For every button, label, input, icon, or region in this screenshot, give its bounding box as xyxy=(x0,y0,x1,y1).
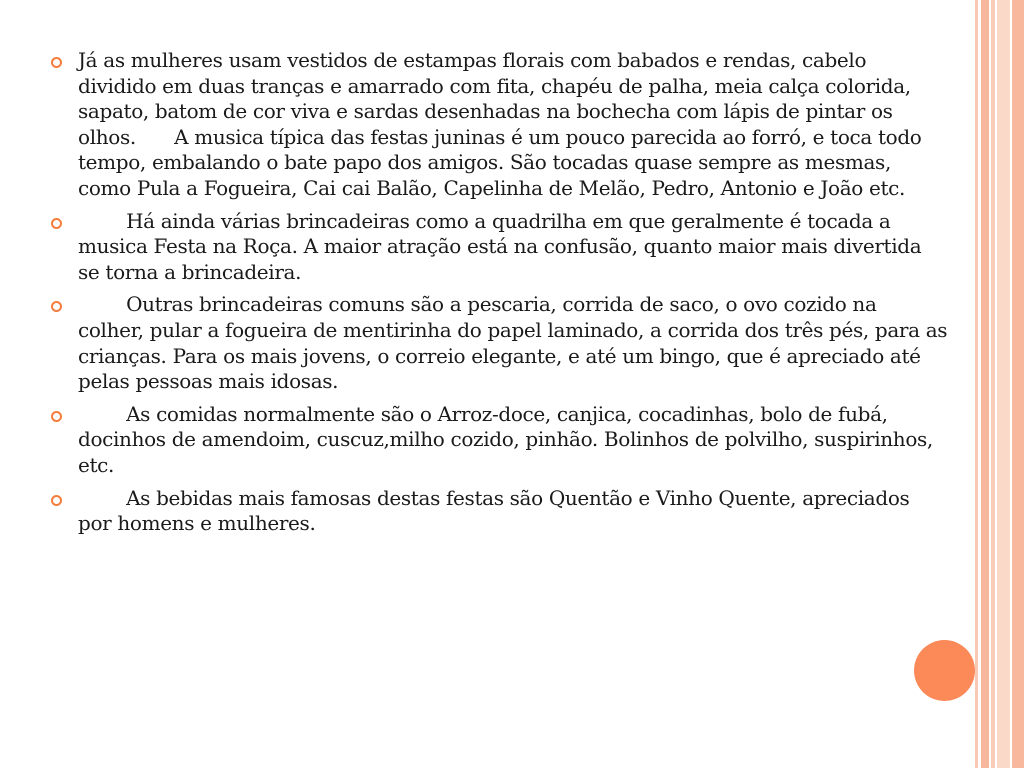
bullet-text: Há ainda várias brincadeiras como a quadrilha em que geralmente é tocada a musica Festa na Roça. A maior atração está na confusão, quanto maior mais divertida se torna a brincadeira. xyxy=(78,208,928,284)
slide-content xyxy=(48,48,954,544)
bullet-list xyxy=(48,48,954,537)
hollow-circle-bullet-icon xyxy=(51,57,62,68)
decorative-stripe xyxy=(1012,0,1024,768)
hollow-circle-bullet-icon xyxy=(51,411,62,422)
bullet-text: As bebidas mais famosas destas festas são Quentão e Vinho Quente, apreciados por homens e mulheres. xyxy=(78,485,916,536)
bullet-item xyxy=(48,402,948,479)
bullet-item xyxy=(48,48,948,202)
bullet-text: Já as mulheres usam vestidos de estampas florais com babados e rendas, cabelo dividido em duas tranças e amarrado com fita, chapéu de palha, meia calça colorida, sapato, batom de cor viva e sardas desenhadas na bochecha com lápis de pintar os olhos. A musica típica das festas juninas é um pouco parecida ao forró, e toca todo tempo, embalando o bate papo dos amigos. São tocadas quase sempre as mesmas, como Pula a Fogueira, Cai cai Balão, Capelinha de Melão, Pedro, Antonio e João etc. xyxy=(78,48,928,200)
bullet-text: As comidas normalmente são o Arroz-doce, canjica, cocadinhas, bolo de fubá, docinhos de amendoim, cuscuz,milho cozido, pinhão. Bolinhos de polvilho, suspirinhos, etc. xyxy=(78,401,939,477)
hollow-circle-bullet-icon xyxy=(51,495,62,506)
decorative-stripe xyxy=(975,0,978,768)
bullet-item xyxy=(48,486,948,537)
bullet-item xyxy=(48,292,954,394)
decorative-stripe xyxy=(991,0,995,768)
decorative-stripe xyxy=(997,0,1010,768)
orange-circle-icon xyxy=(914,640,975,701)
decorative-stripe xyxy=(981,0,989,768)
bullet-item xyxy=(48,209,948,286)
hollow-circle-bullet-icon xyxy=(51,301,62,312)
bullet-text: Outras brincadeiras comuns são a pescaria, corrida de saco, o ovo cozido na colher, pular a fogueira de mentirinha do papel laminado, a corrida dos três pés, para as crianças. Para os mais jovens, o correio elegante, e até um bingo, que é apreciado até pelas pessoas mais idosas. xyxy=(78,292,954,394)
hollow-circle-bullet-icon xyxy=(51,218,62,229)
